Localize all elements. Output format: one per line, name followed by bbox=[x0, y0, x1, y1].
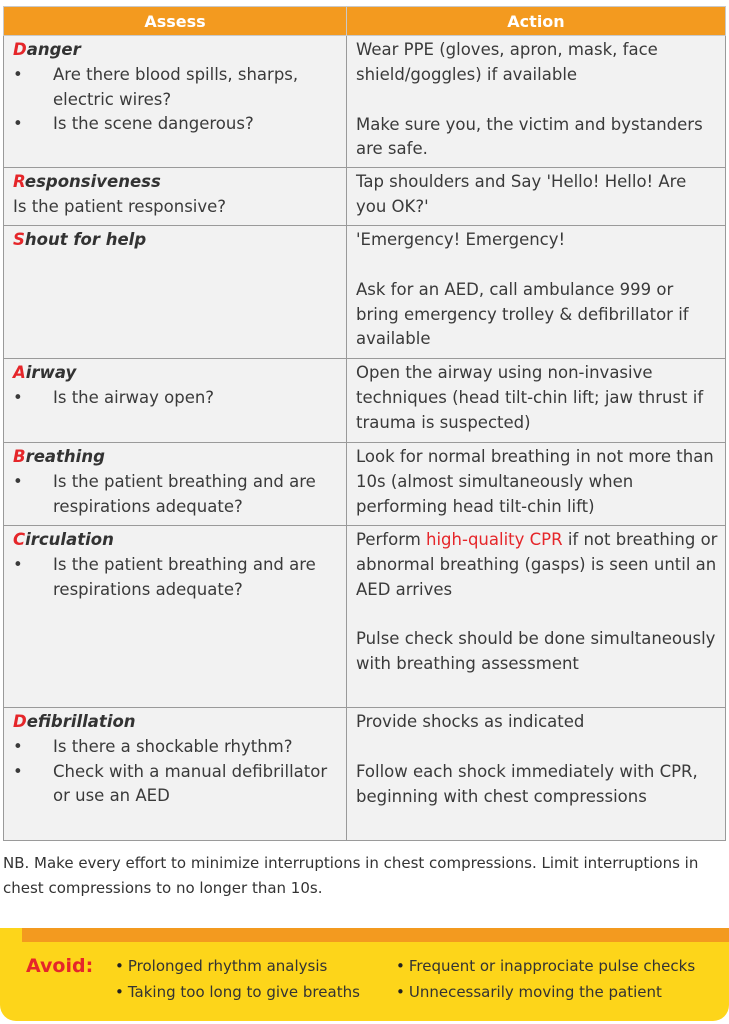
action-cell: Provide shocks as indicated Follow each shock immediately with CPR, beginning with chest compressions bbox=[347, 708, 726, 841]
list-item: • Is the patient breathing and are respirations adequate? bbox=[13, 554, 316, 599]
avoid-item: • Frequent or inapprociate pulse checks bbox=[396, 957, 696, 975]
assess-cell bbox=[4, 443, 347, 526]
assess-cell bbox=[4, 226, 347, 359]
avoid-label: Avoid: bbox=[26, 955, 94, 977]
step-heading: Defibrillation bbox=[13, 712, 136, 731]
list-item: • Is there a shockable rhythm? bbox=[13, 736, 293, 756]
avoid-item: • Unnecessarily moving the patient bbox=[396, 983, 662, 1001]
table-row-breathing bbox=[4, 443, 726, 526]
table-row-shout bbox=[4, 226, 726, 359]
avoid-item: • Taking too long to give breaths bbox=[115, 983, 360, 1001]
step-heading: Breathing bbox=[13, 447, 105, 466]
avoid-panel-notch bbox=[0, 928, 22, 942]
list-item: • Is the scene dangerous? bbox=[13, 114, 254, 134]
action-cell: Open the airway using non-invasive techniques (head tilt-chin lift; jaw thrust if trauma is suspected) bbox=[347, 359, 726, 443]
step-heading: Danger bbox=[13, 40, 81, 59]
table-row-circulation bbox=[4, 526, 726, 708]
action-cell: Wear PPE (gloves, apron, mask, face shield/goggles) if available Make sure you, the victim and bystanders are safe. bbox=[347, 36, 726, 168]
action-cell: Perform high-quality CPR if not breathing or abnormal breathing (gasps) is seen until an AED arrives Pulse check should be done simultaneously with breathing assessment bbox=[347, 526, 726, 708]
step-heading: Shout for help bbox=[13, 230, 147, 249]
assessment-table bbox=[3, 6, 726, 841]
assess-cell bbox=[4, 36, 347, 168]
table-row-danger bbox=[4, 36, 726, 168]
table-row-defibrillation bbox=[4, 708, 726, 841]
cpr-highlight: high-quality CPR bbox=[426, 530, 563, 549]
assess-cell bbox=[4, 359, 347, 443]
list-item: • Is the patient breathing and are respirations adequate? bbox=[13, 471, 316, 516]
assess-cell bbox=[4, 708, 347, 841]
table-row-responsiveness bbox=[4, 168, 726, 226]
list-item: • Check with a manual defibrillator or use an AED bbox=[13, 761, 328, 806]
assess-cell: Responsiveness Is the patient responsive? bbox=[4, 168, 347, 226]
action-cell: 'Emergency! Emergency! Ask for an AED, call ambulance 999 or bring emergency trolley & defibrillator if available bbox=[347, 226, 726, 359]
action-cell: Look for normal breathing in not more than 10s (almost simultaneously when performing head tilt-chin lift) bbox=[347, 443, 726, 526]
step-heading: Responsiveness bbox=[13, 172, 161, 191]
avoid-item: • Prolonged rhythm analysis bbox=[115, 957, 328, 975]
assess-header: Assess bbox=[4, 7, 347, 36]
header-row bbox=[4, 7, 726, 36]
list-item: • Are there blood spills, sharps, electric wires? bbox=[13, 64, 299, 109]
step-heading: Circulation bbox=[13, 530, 114, 549]
action-header: Action bbox=[347, 7, 726, 36]
note-text: NB. Make every effort to minimize interruptions in chest compressions. Limit interruptions in chest compressions to no longer than 10s. bbox=[3, 854, 699, 897]
avoid-panel-top-bar bbox=[22, 928, 729, 942]
list-item: • Is the airway open? bbox=[13, 387, 215, 407]
action-cell: Tap shoulders and Say 'Hello! Hello! Are you OK?' bbox=[347, 168, 726, 226]
step-heading: Airway bbox=[13, 363, 77, 382]
assess-cell bbox=[4, 526, 347, 708]
table-row-airway bbox=[4, 359, 726, 443]
